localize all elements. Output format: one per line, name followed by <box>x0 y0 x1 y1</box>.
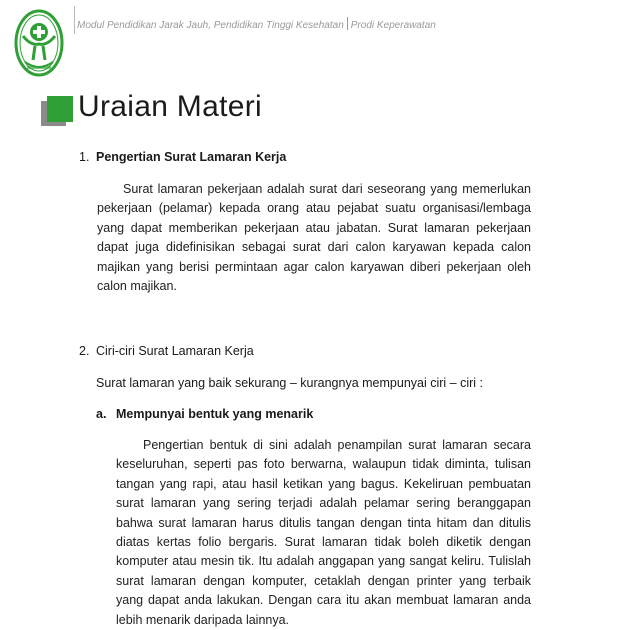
subitem-paragraph: Pengertian bentuk di sini adalah penampilan surat lamaran secara keseluruhan, seperti pas foto berwarna, walaupun tidak diminta, tulisan tangan yang rapi, atau hasil ketikan yang bagus. Kekeliruan pembuatan surat lamaran yang sering terjadi adalah pelamar sering beranggapan bahwa surat lamaran harus ditulis tangan dengan tinta hitam dan ditulis diatas kertas folio bergaris. Surat lamaran tidak boleh diketik dengan komputer atau mesin tik. Itu adalah anggapan yang sangat keliru. Tulislah surat lamaran dengan komputer, cetaklah dengan printer yang terbaik yang dapat anda lakukan. Dengan cara itu akan membuat lamaran anda lebih menarik daripada lainnya. <box>116 438 531 627</box>
item-title: Ciri-ciri Surat Lamaran Kerja <box>96 344 254 358</box>
header-right-text: Prodi Keperawatan <box>350 20 436 31</box>
item-number: 1. <box>79 150 90 164</box>
item-title: Pengertian Surat Lamaran Kerja <box>96 150 287 164</box>
header-left-text: Modul Pendidikan Jarak Jauh, Pendidikan Tinggi Kesehatan <box>77 20 344 31</box>
item-number: 2. <box>79 344 90 358</box>
section-marker-icon <box>41 96 72 127</box>
running-header <box>77 17 436 31</box>
item-intro: Surat lamaran yang baik sekurang – kurangnya mempunyai ciri – ciri : <box>96 376 483 390</box>
section-title: Uraian Materi <box>78 90 262 123</box>
header-separator <box>347 17 348 30</box>
subitem-letter: a. <box>96 407 107 421</box>
item-paragraph: Surat lamaran pekerjaan adalah surat dari seseorang yang memerlukan pekerjaan (pelamar) kepada orang atau pejabat suatu organisasi/lembaga yang dapat memberikan pekerjaan atau jabatan. Surat lamaran pekerjaan dapat juga didefinisikan sebagai surat dari calon karyawan kepada calon majikan yang berisi permintaan agar calon karyawan diberi pekerjaan oleh calon majikan. <box>97 182 531 294</box>
subitem-title: Mempunyai bentuk yang menarik <box>116 407 314 421</box>
header-divider <box>74 6 75 34</box>
bakti-husada-logo-icon <box>13 6 65 80</box>
